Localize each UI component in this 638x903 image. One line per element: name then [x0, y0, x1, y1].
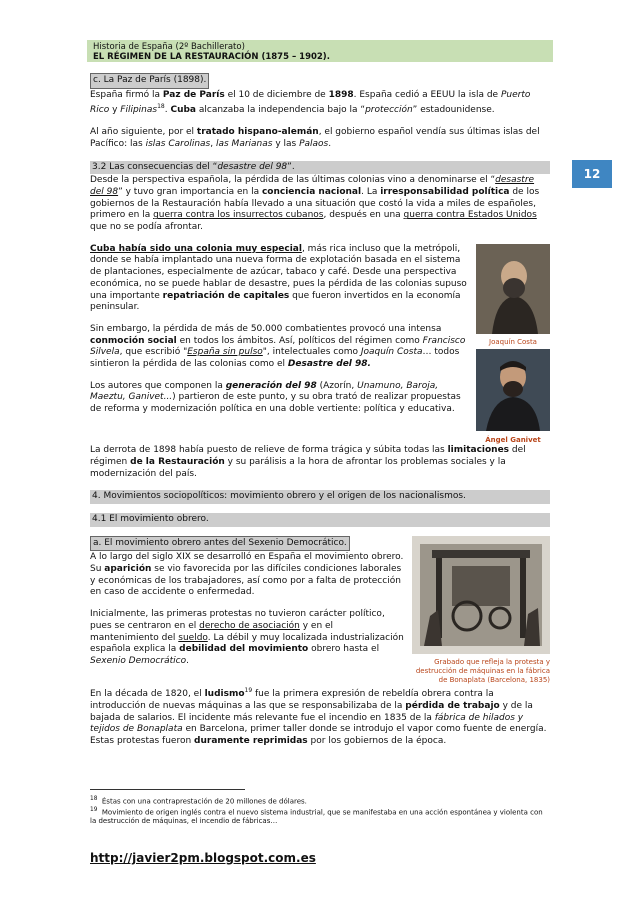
paragraph-primeras-protestas: Inicialmente, las primeras protestas no tuvieron carácter político, pues se centraron en el derecho de asociación y en el mantenimiento del sueldo. La débil y muy localizada industrialización española explica la debilidad del movimiento obrero hasta el Sexenio Democrático.: [90, 609, 404, 666]
paragraph-generacion-98: Los autores que componen la generación del 98 (Azorín, Unamuno, Baroja, Maeztu, Ganivet...) partieron de este punto, y su obra trató de realizar propuestas de reforma y modernización política en una doble vertiente: política y educativa.: [90, 380, 461, 415]
paragraph-consecuencias: Desde la perspectiva española, la pérdida de las últimas colonias vino a denominarse el “desastre del 98” y tuvo gran importancia en la conciencia nacional. La irresponsabilidad política de los gobiernos de la Restauración había llevado a una situación que costó la vida a miles de españoles, primero en la guerra contra los insurrectos cubanos, después en una guerra contra Estados Unidos que no se podía afrontar.: [90, 175, 540, 233]
caption-joaquin-costa: Joaquín Costa: [489, 338, 537, 347]
footnote-ref-19: 19: [244, 687, 253, 695]
document-header: [87, 40, 553, 62]
paragraph-ludismo: En la década de 1820, el ludismo$^{19}$ fue la primera expresión de rebeldía obrera contra la introducción de nuevas máquinas a las que se responsabilizaba de la pérdida de trabajo y de la bajada de salarios. El incidente más relevante fue el incendio en 1835 de la fábrica de hilados y tejidos de Bonaplata en Barcelona, primer taller donde se introdujo el vapor como fuente de energía. Estas protestas fueron duramente reprimidas por los gobiernos de la época.: [90, 687, 547, 747]
footnote-ref-18: 18: [157, 103, 165, 111]
page-number-badge: 12: [572, 160, 612, 188]
section-heading-antes-sexenio: a. El movimiento obrero antes del Sexenio Democrático.: [90, 536, 350, 552]
grabado-figure: [412, 536, 550, 686]
footnote-18: $^{18}$ Éstas con una contraprestación de 20 millones de dólares.: [90, 796, 307, 806]
header-course: Historia de España (2º Bachillerato): [93, 42, 245, 52]
footnote-separator: [90, 789, 245, 790]
section-heading-movimiento-obrero: 4.1 El movimiento obrero.: [90, 513, 550, 527]
website-link[interactable]: http://javier2pm.blogspot.com.es: [90, 851, 316, 865]
angel-ganivet-portrait: [476, 349, 550, 431]
section-heading-movimientos: 4. Movimientos sociopolíticos: movimiento obrero y el origen de los nacionalismos.: [90, 490, 550, 504]
section-heading-consecuencias: 3.2 Las consecuencias del “desastre del 98”.: [90, 161, 550, 175]
paragraph-conmocion-social: Sin embargo, la pérdida de más de 50.000 combatientes provocó una intensa conmoción social en todos los ámbitos. Así, políticos del régimen como Francisco Silvela, que escribió "España sin pulso", intelectuales como Joaquín Costa… todos sintieron la pérdida de las colonias como el Desastre del 98.: [90, 323, 466, 370]
bonaplata-engraving: [412, 536, 550, 654]
paragraph-cuba: Cuba había sido una colonia muy especial, más rica incluso que la metrópoli, donde se había implantado una nueva forma de explotación basada en el sistema de plantaciones, especialmente de azúcar, tabaco y café. Desde una perspectiva económica, no se puede hablar de desastre, pues la pérdida de las colonias supuso una importante repatriación de capitales que fueron invertidos en la economía peninsular.: [90, 243, 467, 313]
paragraph-aparicion-movimiento-obrero: A lo largo del siglo XIX se desarrolló en España el movimiento obrero. Su aparición se vio favorecida por las difíciles condiciones laborales y económicas de los trabajadores, así como por a falta de protección en caso de accidente o enfermedad.: [90, 552, 404, 598]
joaquin-costa-portrait: [476, 244, 550, 334]
section-heading-paz-paris: c. La Paz de París (1898).: [90, 73, 209, 89]
main-content: [90, 73, 550, 758]
portraits-column: [476, 244, 550, 445]
footnote-19: $^{19}$ Movimiento de origen inglés contra el nuevo sistema industrial, que se manifestaba en una acción espontánea y violenta con la destrucción de máquinas, el incendio de fábricas…: [90, 807, 543, 825]
paragraph-paz-paris: España firmó la Paz de París el 10 de diciembre de 1898. España cedió a EEUU la isla de Puerto Rico y Filipinas$^{18}$. Cuba alcanzaba la independencia bajo la “protección” estadounidense.: [90, 89, 531, 116]
caption-grabado-bonaplata: Grabado que refleja la protesta y destrucción de máquinas en la fábrica de Bonaplata (Barcelona, 1835): [415, 658, 550, 685]
paragraph-tratado-hispano-aleman: Al año siguiente, por el tratado hispano-alemán, el gobierno español vendía sus últimas islas del Pacífico: las islas Carolinas, las Marianas y las Palaos.: [90, 127, 540, 149]
paragraph-derrota-1898: La derrota de 1898 había puesto de relieve de forma trágica y súbita todas las limitaciones del régimen de la Restauración y su parálisis a la hora de afrontar los problemas sociales y la modernización del país.: [90, 445, 526, 479]
header-unit-title: EL RÉGIMEN DE LA RESTAURACIÓN (1875 – 1902).: [93, 52, 330, 62]
caption-angel-ganivet: Ángel Ganivet: [485, 436, 541, 445]
